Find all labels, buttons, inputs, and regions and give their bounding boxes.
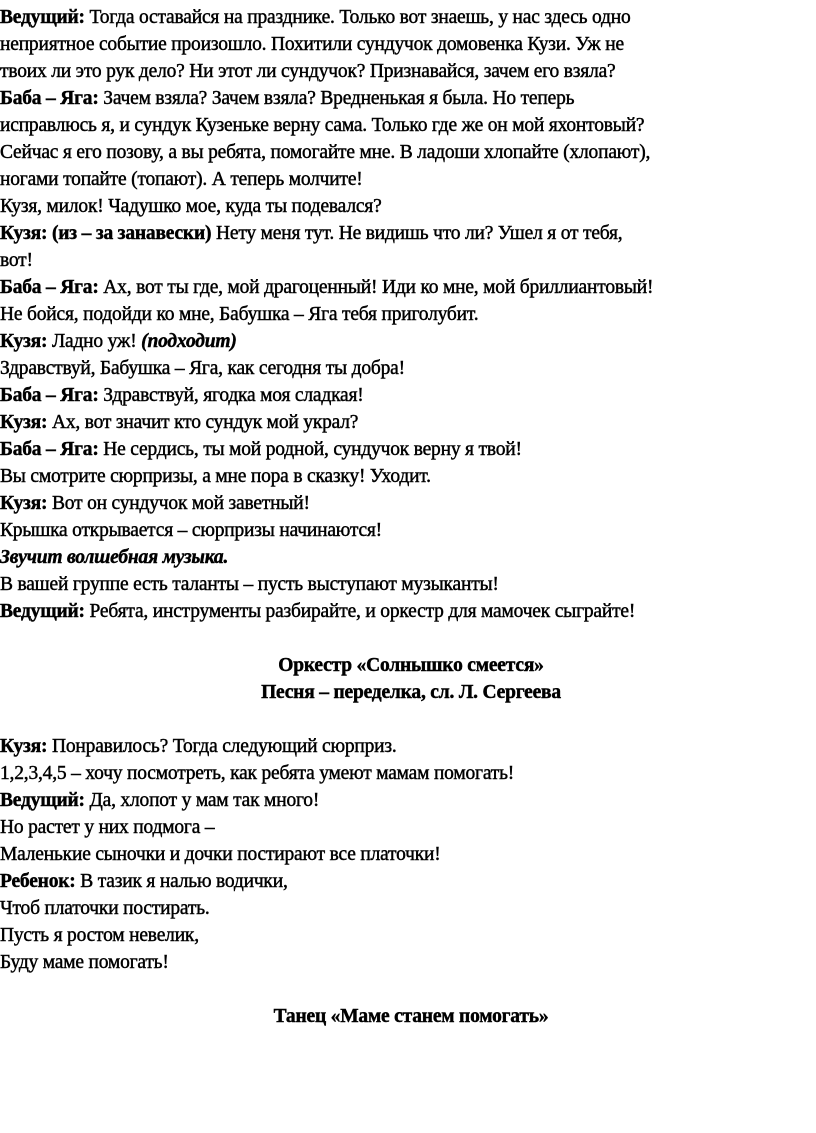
speaker-label: Ведущий: (0, 601, 85, 622)
text-line (0, 760, 810, 787)
text-line (0, 355, 810, 382)
speaker-label: Кузя: (0, 331, 48, 352)
text-line (0, 463, 810, 490)
line-text: твоих ли это рук дело? Ни этот ли сундучок? Признавайся, зачем его взяла? (0, 61, 616, 82)
speaker-label: Баба – Яга: (0, 277, 99, 298)
line-text: Да, хлопот у мам так много! (84, 790, 320, 811)
speaker-label: Ребенок: (0, 871, 76, 892)
line-text: Ах, вот ты где, мой драгоценный! Иди ко мне, мой бриллиантовый! (98, 277, 654, 298)
text-line (0, 544, 810, 571)
line-text: Зачем взяла? Зачем взяла? Вредненькая я была. Но теперь (98, 88, 575, 109)
speaker-label: Баба – Яга: (0, 439, 99, 460)
text-line (0, 571, 810, 598)
text-line (0, 85, 810, 112)
line-text: В тазик я налью водички, (75, 871, 288, 892)
line-text: Ах, вот значит кто сундук мой украл? (47, 412, 359, 433)
text-line (0, 193, 810, 220)
text-line (0, 328, 810, 355)
section-heading: Танец «Маме станем помогать» (273, 1006, 549, 1027)
text-line (0, 112, 810, 139)
line-text: В вашей группе есть таланты – пусть выступают музыканты! (0, 574, 499, 595)
line-text: Понравилось? Тогда следующий сюрприз. (47, 736, 397, 757)
section-heading: Оркестр «Солнышко смеется» (278, 655, 544, 676)
spacer (0, 706, 810, 733)
text-line (0, 4, 810, 31)
line-text: Здравствуй, ягодка моя сладкая! (98, 385, 364, 406)
text-line (0, 409, 810, 436)
line-text: Буду маме помогать! (0, 952, 169, 973)
line-text: Тогда оставайся на празднике. Только вот знаешь, у нас здесь одно (84, 7, 631, 28)
line-text: Ребята, инструменты разбирайте, и оркестр для мамочек сыграйте! (84, 601, 636, 622)
speaker-label: Баба – Яга: (0, 385, 99, 406)
speaker-label: Ведущий: (0, 790, 85, 811)
line-text: Чтоб платочки постирать. (0, 898, 210, 919)
section-subheading: Песня – переделка, сл. Л. Сергеева (261, 682, 561, 703)
text-line (0, 166, 810, 193)
spacer (0, 976, 810, 1003)
text-line (0, 733, 810, 760)
line-text: Вот он сундучок мой заветный! (47, 493, 310, 514)
speaker-label: Ведущий: (0, 7, 85, 28)
text-line (0, 274, 810, 301)
line-text: неприятное событие произошло. Похитили сундучок домовенка Кузи. Уж не (0, 34, 624, 55)
text-line (0, 868, 810, 895)
line-text: Но растет у них подмога – (0, 817, 215, 838)
text-line (0, 895, 810, 922)
line-text: Здравствуй, Бабушка – Яга, как сегодня ты добра! (0, 358, 405, 379)
speaker-label: Кузя: (0, 493, 48, 514)
line-text: Сейчас я его позову, а вы ребята, помогайте мне. В ладоши хлопайте (хлопают), (0, 142, 651, 163)
stage-direction: (подходит) (141, 331, 237, 352)
text-line (0, 490, 810, 517)
text-line (0, 436, 810, 463)
speaker-label: Баба – Яга: (0, 88, 99, 109)
text-line (0, 841, 810, 868)
line-text: Не сердись, ты мой родной, сундучок верну я твой! (98, 439, 522, 460)
text-line (0, 598, 810, 625)
speaker-label: Кузя: (0, 736, 48, 757)
line-text: вот! (0, 250, 33, 271)
line-text: Крышка открывается – сюрпризы начинаются! (0, 520, 382, 541)
text-line (0, 31, 810, 58)
line-text: Не бойся, подойди ко мне, Бабушка – Яга тебя приголубит. (0, 304, 479, 325)
text-line (0, 220, 810, 247)
spacer (0, 625, 810, 652)
text-line (0, 814, 810, 841)
line-text: ногами топайте (топают). А теперь молчите! (0, 169, 363, 190)
text-line (0, 949, 810, 976)
line-text: Кузя, милок! Чадушко мое, куда ты подевался? (0, 196, 382, 217)
line-text: Маленькие сыночки и дочки постирают все платочки! (0, 844, 441, 865)
text-line (0, 139, 810, 166)
text-line (0, 517, 810, 544)
line-text: исправлюсь я, и сундук Кузеньке верну сама. Только где же он мой яхонтовый? (0, 115, 645, 136)
speaker-label: Кузя: (из – за занавески) (0, 223, 212, 244)
text-line (0, 247, 810, 274)
line-text: Нету меня тут. Не видишь что ли? Ушел я от тебя, (211, 223, 623, 244)
text-line (0, 787, 810, 814)
text-line (0, 301, 810, 328)
text-line (0, 922, 810, 949)
line-text: Пусть я ростом невелик, (0, 925, 199, 946)
text-line (0, 58, 810, 85)
speaker-label: Кузя: (0, 412, 48, 433)
line-text: Ладно уж! (47, 331, 142, 352)
line-text: 1,2,3,4,5 – хочу посмотреть, как ребята умеют мамам помогать! (0, 763, 515, 784)
line-text: Вы смотрите сюрпризы, а мне пора в сказку! Уходит. (0, 466, 431, 487)
text-line (0, 382, 810, 409)
stage-direction: Звучит волшебная музыка. (0, 547, 229, 568)
